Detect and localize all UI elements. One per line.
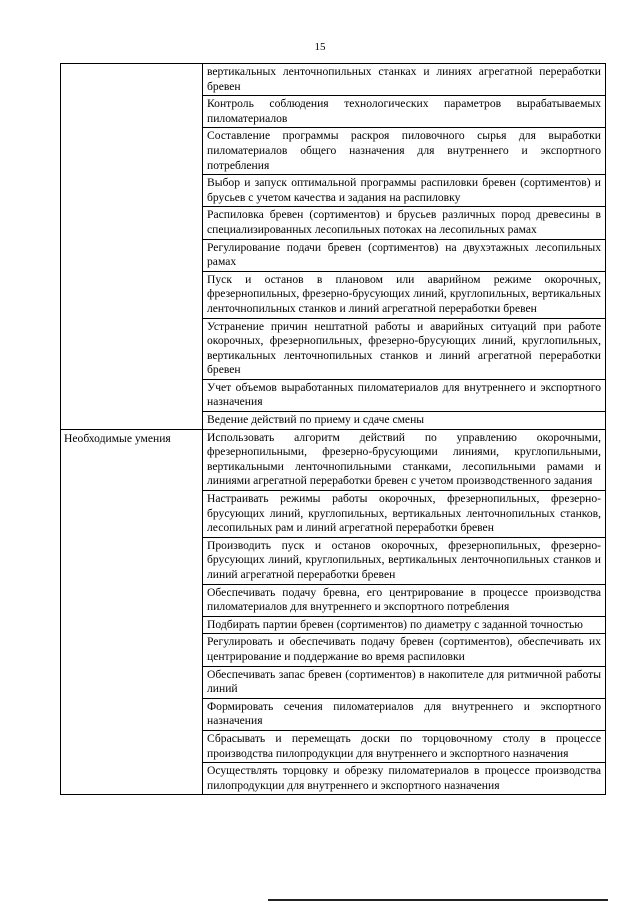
list-item: Пуск и останов в плановом или аварийном режиме окорочных, фрезернопильных, фрезерно-брусующих линий, круглопильных, вертикальных ленточнопильных станков и линий агрегатной переработки бревен — [203, 272, 605, 319]
page-number: 15 — [314, 41, 326, 53]
list-item: Использовать алгоритм действий по управлению окорочными, фрезернопильными, фрезерно-брусующими линиями, круглопильными, вертикальными ленточнопильными станками, лесопильными рамами и линиями агрегатной переработки бревен с учетом производственного задания — [203, 430, 605, 491]
list-item: вертикальных ленточнопильных станках и линиях агрегатной переработки бревен — [203, 64, 605, 96]
list-item: Осуществлять торцовку и обрезку пиломатериалов в процессе производства пилопродукции для внутреннего и экспортного назначения — [207, 764, 601, 792]
table-row-actions — [61, 64, 606, 430]
list-item: Ведение действий по приему и сдаче смены — [207, 413, 425, 427]
list-item: Регулирование подачи бревен (сортиментов) на двухэтажных лесопильных рамах — [203, 240, 605, 272]
list-item: Обеспечивать запас бревен (сортиментов) в накопителе для ритмичной работы линий — [203, 667, 605, 699]
row-label-required-skills: Необходимые умения — [61, 429, 203, 795]
list-item: Сбрасывать и перемещать доски по торцовочному столу в процессе производства пилопродукции для внутреннего и экспортного назначения — [203, 731, 605, 763]
actions-cell — [203, 64, 606, 430]
list-item: Выбор и запуск оптимальной программы распиловки бревен (сортиментов) и брусьев с учетом качества и задания на распиловку — [203, 175, 605, 207]
list-item: Формировать сечения пиломатериалов для внутреннего и экспортного назначения — [203, 699, 605, 731]
list-item: Производить пуск и останов окорочных, фрезернопильных, фрезерно-брусующих линий, круглопильных, вертикальных ленточнопильных станков и линий агрегатной переработки бревен — [203, 538, 605, 585]
list-item: Регулировать и обеспечивать подачу бревен (сортиментов), обеспечивать их центрирование и поддержание во время распиловки — [203, 634, 605, 666]
list-item: Контроль соблюдения технологических параметров вырабатываемых пиломатериалов — [203, 96, 605, 128]
list-item: Устранение причин нештатной работы и аварийных ситуаций при работе окорочных, фрезернопильных, фрезерно-брусующих линий, круглопильных, вертикальных ленточнопильных станков и линий агрегатной переработки бревен — [203, 319, 605, 380]
list-item: Распиловка бревен (сортиментов) и брусьев различных пород древесины в специализированных лесопильных потоках на лесопильных рамах — [203, 207, 605, 239]
list-item: Настраивать режимы работы окорочных, фрезернопильных, фрезерно-брусующих линий, круглопильных, вертикальных ленточнопильных станков, лесопильных рам и линий агрегатной переработки бревен — [203, 491, 605, 538]
list-item: Составление программы раскроя пиловочного сырья для выработки пиломатериалов общего назначения для внутреннего и экспортного потребления — [203, 128, 605, 175]
scan-edge-line — [268, 899, 608, 901]
row-label-cell — [61, 64, 203, 430]
list-item: Учет объемов выработанных пиломатериалов для внутреннего и экспортного назначения — [203, 380, 605, 412]
labor-functions-table — [60, 63, 606, 795]
list-item: Обеспечивать подачу бревна, его центрирование в процессе производства пиломатериалов для внутреннего и экспортного потребления — [203, 585, 605, 617]
table-row-skills — [61, 429, 606, 795]
skills-cell — [203, 429, 606, 795]
list-item: Подбирать партии бревен (сортиментов) по диаметру с заданной точностью — [203, 617, 605, 635]
